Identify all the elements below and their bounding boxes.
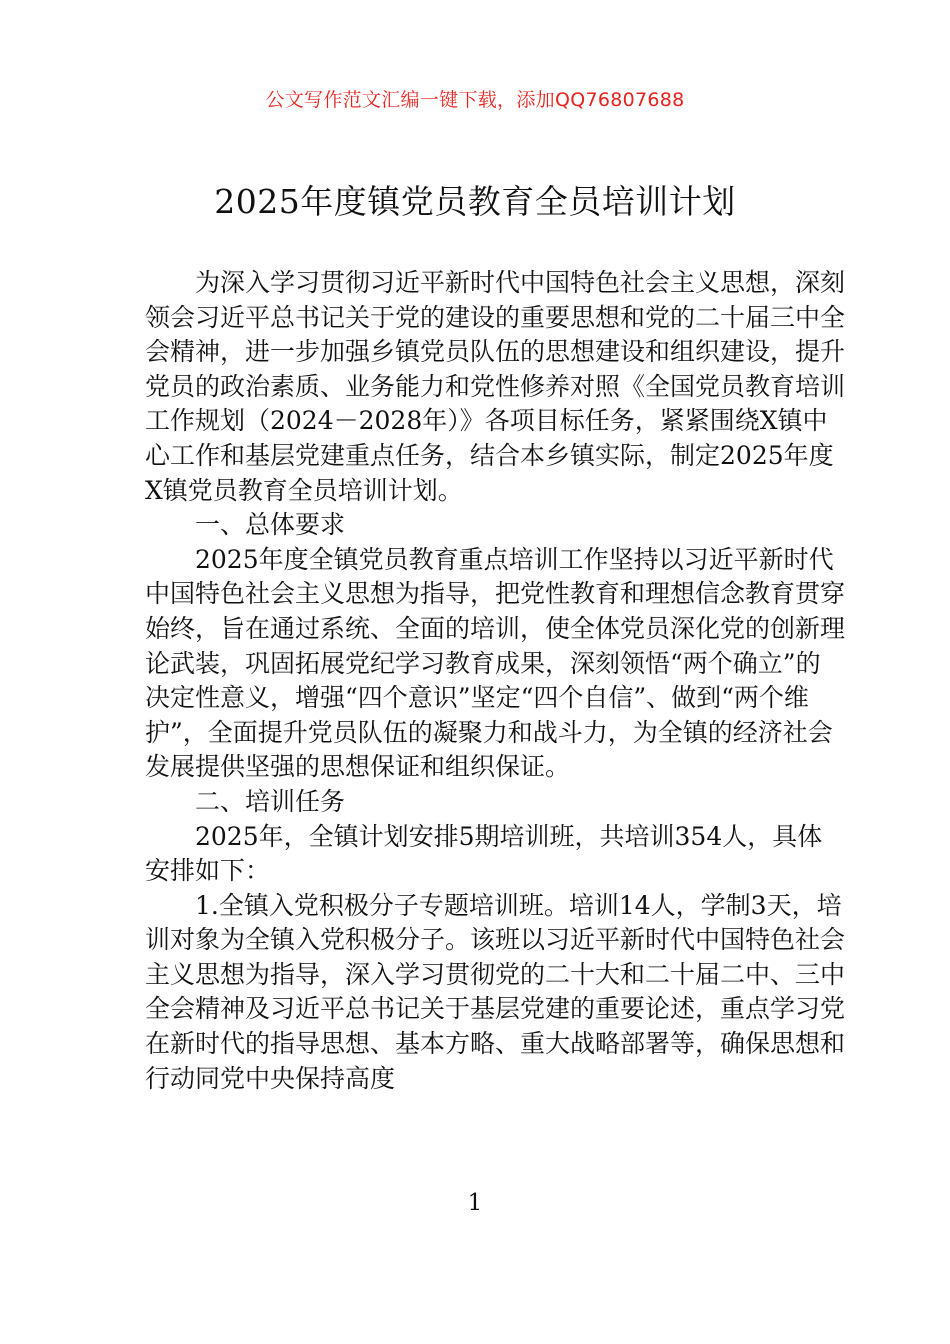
section-heading-training-tasks: 二、培训任务	[195, 786, 346, 816]
general-requirements-paragraph: 2025年度全镇党员教育重点培训工作坚持以习近平新时代中国特色社会主义思想为指导，把党性教育和理想信念教育贯穿始终，旨在通过系统、全面的培训，使全体党员深化党的创新理论武装，巩固拓展党纪学习教育成果，深刻领悟“两个确立”的决定性意义，增强“四个意识”坚定“四个自信”、做到“两个维护”，全面提升党员队伍的凝聚力和战斗力，为全镇的经济社会发展提供坚强的思想保证和组织保证。	[145, 544, 846, 782]
training-tasks-paragraph: 2025年，全镇计划安排5期培训班，共培训354人，具体安排如下：	[145, 821, 823, 886]
document-body	[145, 266, 845, 1096]
section-heading-general-requirements: 一、总体要求	[195, 510, 346, 540]
training-item-1-paragraph: 1.全镇入党积极分子专题培训班。培训14人，学制3天，培训对象为全镇入党积极分子。该班以习近平新时代中国特色社会主义思想为指导，深入学习贯彻党的二十大和二十届二中、三中全会精神及习近平总书记关于基层党建的重要论述，重点学习党在新时代的指导思想、基本方略、重大战略部署等，确保思想和行动同党中央保持高度	[145, 890, 846, 1093]
page-number: 1	[467, 1190, 483, 1216]
document-title: 2025年度镇党员教育全员培训计划	[214, 182, 736, 221]
watermark-header: 公文写作范文汇编一键下载，添加QQ76807688	[265, 89, 685, 111]
intro-paragraph: 为深入学习贯彻习近平新时代中国特色社会主义思想，深刻领会习近平总书记关于党的建设的重要思想和党的二十届三中全会精神，进一步加强乡镇党员队伍的思想建设和组织建设，提升党员的政治素质、业务能力和党性修养对照《全国党员教育培训工作规划（2024－2028年）》各项目标任务，紧紧围绕X镇中心工作和基层党建重点任务，结合本乡镇实际，制定2025年度X镇党员教育全员培训计划。	[145, 268, 846, 505]
